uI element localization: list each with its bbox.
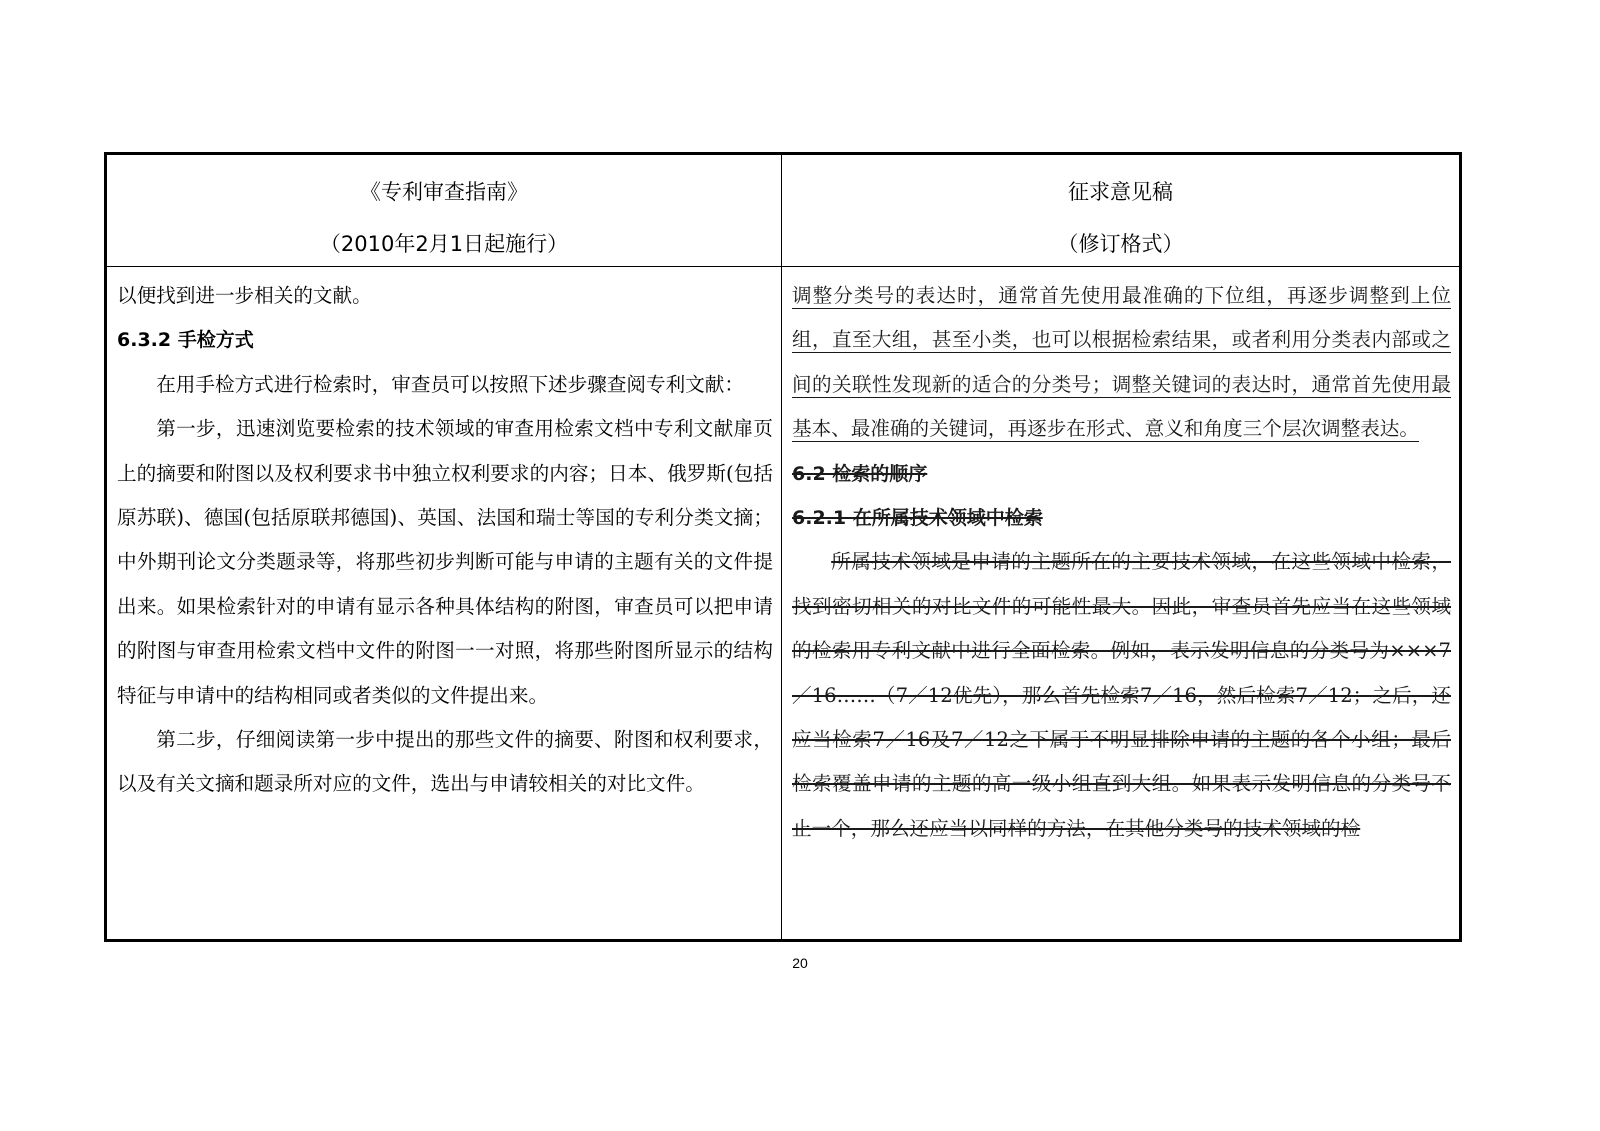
inserted-text: 调整分类号的表达时，通常首先使用最准确的下位组，再逐步调整到上位组，直至大组，甚至小类，也可以根据检索结果，或者利用分类表内部或之间的关联性发现新的适合的分类号；调整关键词的表达时，通常首先使用最基本、最准确的关键词，再逐步在形式、意义和角度三个层次调整表达。: [792, 284, 1451, 441]
continuation-text: 以便找到进一步相关的文献。: [117, 284, 372, 307]
section-heading: 6.3.2 手检方式: [117, 329, 254, 352]
revised-text-column: [782, 267, 1459, 939]
header-original-title: 《专利审查指南》: [360, 180, 528, 204]
header-original-subtitle: （2010年2月1日起施行）: [319, 232, 569, 256]
paragraph-intro: 在用手检方式进行检索时，审查员可以按照下述步骤查阅专利文献：: [156, 372, 744, 396]
deleted-paragraph-text: 所属技术领域是申请的主题所在的主要技术领域，在这些领域中检索，找到密切相关的对比文件的可能性最大。因此，审查员首先应当在这些领域的检索用专利文献中进行全面检索。例如，表示发明信息的分类号为×××7／16……（7／12优先），那么首先检索7／16，然后检索7／12；之后，还应当检索7／16及7／12之下属于不明显排除申请的主题的各个小组；最后检索覆盖申请的主题的高一级小组直到大组。如果表示发明信息的分类号不止一个，那么还应当以同样的方法，在其他分类号的技术领域的检: [792, 550, 1451, 840]
header-draft-subtitle: （修订格式）: [1057, 232, 1184, 256]
inserted-paragraph: [792, 274, 1451, 452]
page-number: 20: [792, 955, 808, 971]
original-text-column: [107, 267, 782, 939]
comparison-table: [104, 152, 1462, 942]
header-draft: [782, 155, 1459, 267]
deleted-heading-1-text: 6.2 检索的顺序: [792, 462, 928, 485]
header-draft-title: 征求意见稿: [1068, 180, 1173, 204]
deleted-heading-1: [792, 452, 1451, 496]
deleted-paragraph: [792, 540, 1451, 851]
paragraph-step-2: 第二步，仔细阅读第一步中提出的那些文件的摘要、附图和权利要求，以及有关文摘和题录所对应的文件，选出与申请较相关的对比文件。: [117, 728, 773, 796]
deleted-heading-2: [792, 496, 1451, 540]
paragraph-step-1: 第一步，迅速浏览要检索的技术领域的审查用检索文档中专利文献扉页上的摘要和附图以及权利要求书中独立权利要求的内容；日本、俄罗斯(包括原苏联)、德国(包括原联邦德国)、英国、法国和瑞士等国的专利分类文摘；中外期刊论文分类题录等，将那些初步判断可能与申请的主题有关的文件提出来。如果检索针对的申请有显示各种具体结构的附图，审查员可以把申请的附图与审查用检索文档中文件的附图一一对照，将那些附图所显示的结构特征与申请中的结构相同或者类似的文件提出来。: [117, 417, 773, 707]
header-original: [107, 155, 782, 267]
deleted-heading-2-text: 6.2.1 在所属技术领域中检索: [792, 507, 1043, 530]
